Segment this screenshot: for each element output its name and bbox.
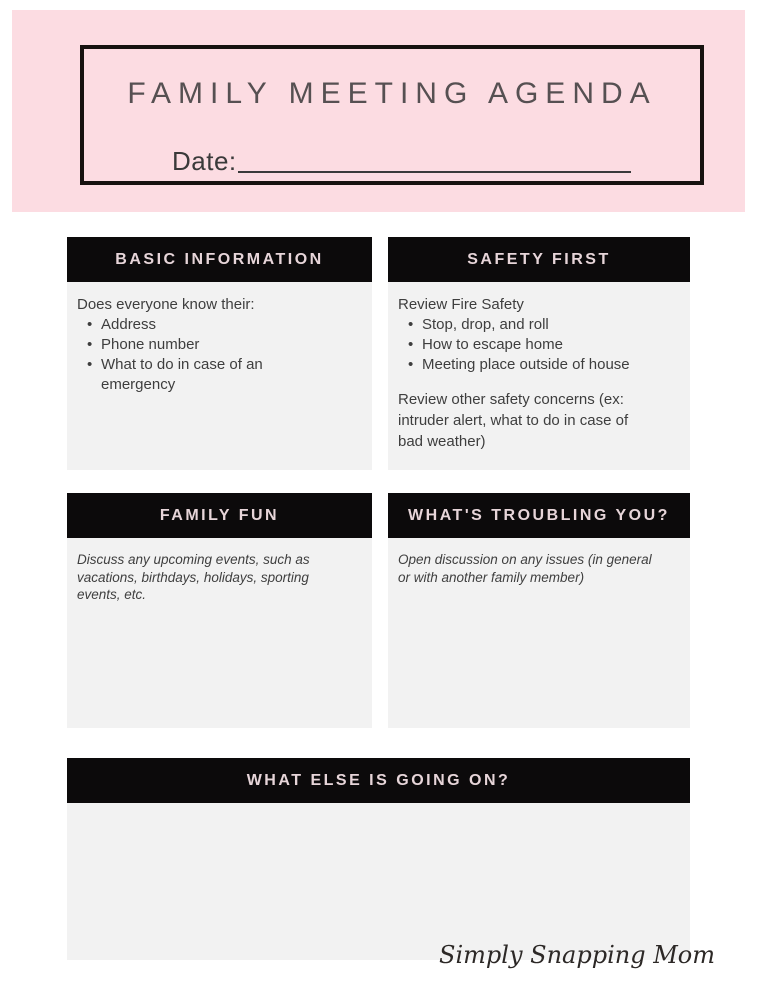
header-banner [12, 10, 745, 212]
section-title: WHAT'S TROUBLING YOU? [408, 506, 670, 524]
bullet-item: • Phone number [87, 335, 296, 355]
description-line: vacations, birthdays, holidays, sporting [77, 569, 309, 585]
description-text [77, 551, 362, 604]
section-safety-first [388, 237, 690, 470]
section-header-bar [388, 493, 690, 538]
page-title: FAMILY MEETING AGENDA [127, 77, 657, 110]
note-line: intruder alert, what to do in case of [398, 412, 629, 429]
bullet-item: • Stop, drop, and roll [408, 315, 680, 335]
description-line: Discuss any upcoming events, such as [77, 552, 310, 567]
intro-text: Review Fire Safety [398, 296, 524, 313]
bullet-item: • Address [87, 315, 296, 335]
section-body [388, 282, 690, 470]
section-title: FAMILY FUN [159, 506, 280, 524]
section-whats-troubling-you [388, 493, 690, 728]
section-header-bar [67, 237, 372, 282]
section-header-bar [67, 493, 372, 538]
date-row [172, 146, 631, 177]
bullet-item: • What to do in case of an emergency [87, 355, 296, 395]
section-body [67, 538, 372, 728]
description-line: Open discussion on any issues (in general [398, 552, 652, 567]
date-label: Date: [172, 146, 237, 176]
intro-text: Does everyone know their: [77, 296, 255, 313]
note-line: bad weather) [398, 433, 486, 450]
bullet-item: • Meeting place outside of house [408, 355, 680, 375]
description-line: or with another family member) [398, 569, 585, 585]
brand-signature: Simply Snapping Mom [439, 941, 715, 969]
section-body [67, 282, 372, 470]
note-text [398, 389, 680, 452]
bullet-list [87, 315, 362, 395]
section-header-bar [67, 758, 690, 803]
date-blank-line [238, 171, 631, 173]
description-line: events, etc. [77, 587, 147, 602]
section-family-fun [67, 493, 372, 728]
section-header-bar [388, 237, 690, 282]
section-what-else-is-going-on [67, 758, 690, 960]
section-body [388, 538, 690, 728]
section-title: BASIC INFORMATION [115, 250, 324, 268]
section-basic-information [67, 237, 372, 470]
description-text [398, 551, 680, 586]
section-body [67, 803, 690, 960]
bullet-item: • How to escape home [408, 335, 680, 355]
title-border-box [80, 45, 704, 185]
section-title: SAFETY FIRST [467, 250, 611, 268]
section-title: WHAT ELSE IS GOING ON? [246, 771, 511, 789]
bullet-list [408, 315, 680, 375]
note-line: Review other safety concerns (ex: [398, 391, 624, 408]
